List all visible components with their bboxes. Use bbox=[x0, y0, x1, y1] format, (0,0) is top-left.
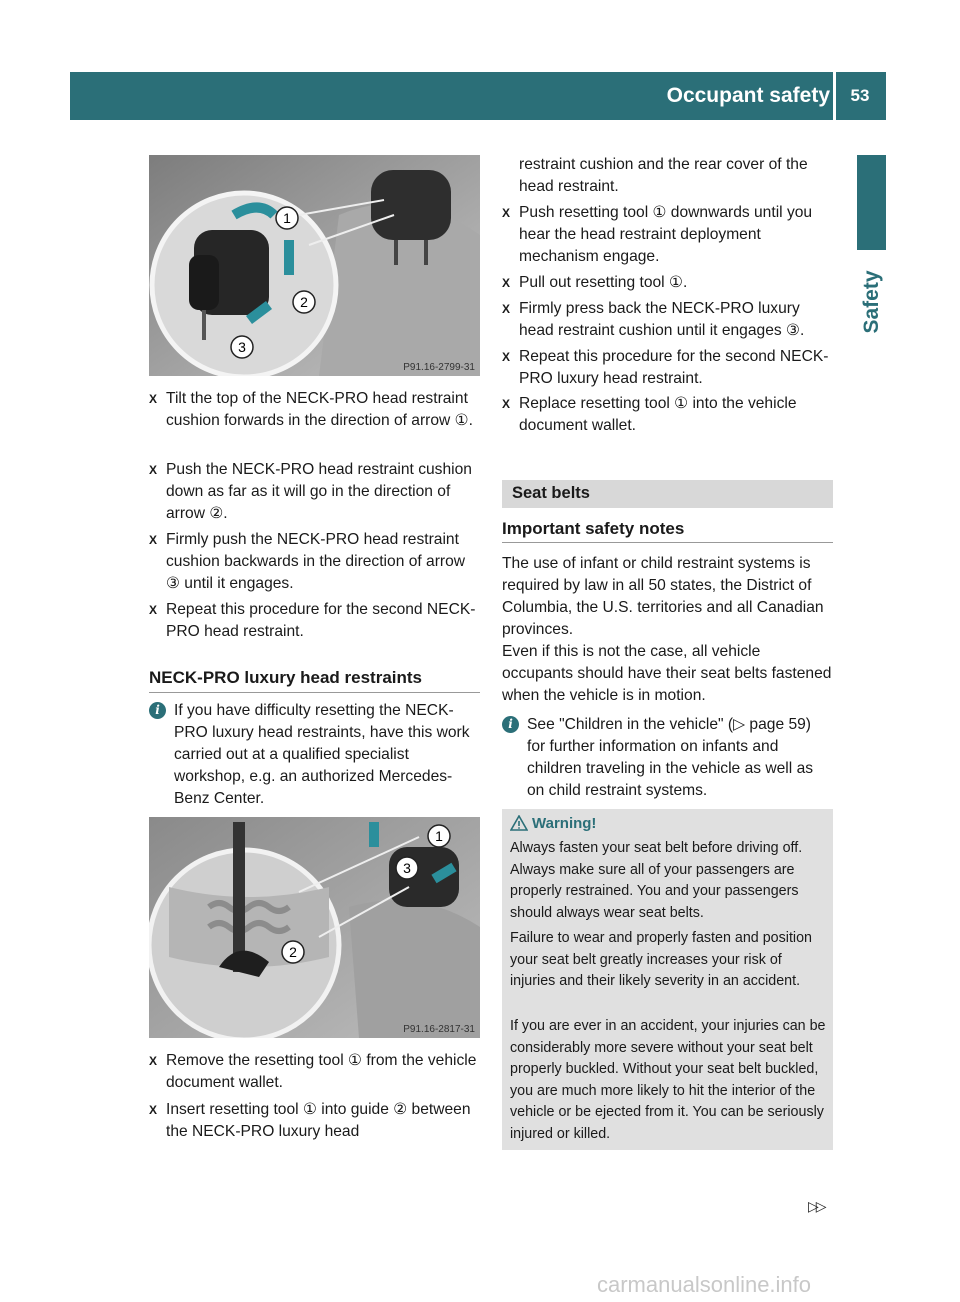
figure2-callout-3-label: 3 bbox=[403, 860, 411, 876]
figure1-callout-2-label: 2 bbox=[300, 294, 308, 310]
warning-box bbox=[502, 809, 833, 1150]
info-note: i See "Children in the vehicle" (▷ page 59) for further information on infants and children traveling in the vehicle as well as on child restraint systems. bbox=[502, 714, 833, 802]
figure1-callout-3-label: 3 bbox=[238, 339, 246, 355]
bullet-arrow-icon: X bbox=[149, 1103, 158, 1117]
heading-rule bbox=[502, 542, 833, 543]
figure1-ref: P91.16-2799-31 bbox=[403, 362, 475, 373]
figure2-callout-1-label: 1 bbox=[435, 828, 443, 844]
continuation-text: restraint cushion and the rear cover of the head restraint. bbox=[519, 156, 808, 195]
figure2-ref: P91.16-2817-31 bbox=[403, 1024, 475, 1035]
bullet-arrow-icon: X bbox=[502, 276, 511, 290]
bullet-arrow-icon: X bbox=[502, 350, 511, 364]
figure1-callout-1-label: 1 bbox=[283, 210, 291, 226]
header-divider bbox=[833, 72, 836, 120]
important-notes-heading: Important safety notes bbox=[502, 519, 685, 538]
section-header-seat-belts bbox=[502, 480, 833, 508]
luxury-heading: NECK-PRO luxury head restraints bbox=[149, 668, 423, 687]
list-item: X Repeat this procedure for the second NECK-PRO head restraint. bbox=[149, 601, 476, 640]
list-item: X Firmly push the NECK-PRO head restraint cushion backwards in the direction of arrow ③ until it engages. bbox=[149, 531, 466, 592]
bullet-arrow-icon: X bbox=[149, 463, 158, 477]
seatbelt-paragraph-2: Even if this is not the case, all vehicle occupants should have their seat belts fastened when the vehicle is in motion. bbox=[502, 643, 832, 704]
bullet-arrow-icon: X bbox=[149, 533, 158, 547]
side-tab-label: Safety bbox=[860, 270, 883, 334]
warning-triangle-icon bbox=[510, 815, 528, 831]
page-number: 53 bbox=[850, 86, 870, 105]
side-tab bbox=[858, 262, 886, 342]
continued-marker: ▷▷ bbox=[808, 1198, 824, 1214]
warning-paragraph-1: Always fasten your seat belt before driving off. Always make sure all of your passengers are properly restrained. You and your passengers should always wear seat belts. bbox=[510, 840, 803, 921]
bullet-arrow-icon: X bbox=[149, 603, 158, 617]
figure-head-restraint bbox=[149, 155, 480, 376]
list-item: X Tilt the top of the NECK-PRO head restraint cushion forwards in the direction of arrow ①. bbox=[149, 390, 473, 429]
figure-head-restraint-illustration bbox=[149, 155, 480, 376]
warning-paragraph-3: If you are ever in an accident, your injuries can be considerably more severe without your seat belt properly buckled. Without your seat belt buckled, you are much more likely to hit the interior of the vehicle or be ejected from it. You can be seriously injured or killed. bbox=[510, 1018, 826, 1142]
list-item: X Repeat this procedure for the second NECK-PRO luxury head restraint. bbox=[502, 348, 829, 387]
bullet-arrow-icon: X bbox=[149, 1054, 158, 1068]
bullet-arrow-icon: X bbox=[502, 302, 511, 316]
list-item: X Push resetting tool ① downwards until you hear the head restraint deployment mechanism engage. bbox=[502, 204, 813, 265]
list-item: X Firmly press back the NECK-PRO luxury head restraint cushion until it engages ③. bbox=[502, 300, 805, 339]
warning-paragraph-2: Failure to wear and properly fasten and position your seat belt greatly increases your risk of injuries and their likely severity in an accident. bbox=[510, 930, 813, 989]
list-item: X Replace resetting tool ① into the vehicle document wallet. bbox=[502, 395, 797, 434]
figure-resetting-tool-illustration bbox=[149, 817, 480, 1038]
list-item: X Push the NECK-PRO head restraint cushion down as far as it will go in the direction of arrow ②. bbox=[149, 461, 472, 522]
list-item: X Pull out resetting tool ①. bbox=[502, 272, 834, 294]
side-tab-marker bbox=[857, 155, 886, 250]
watermark: carmanualsonline.info bbox=[597, 1272, 812, 1297]
list-item: X Insert resetting tool ① into guide ② between the NECK-PRO luxury head bbox=[149, 1101, 471, 1140]
bullet-arrow-icon: X bbox=[149, 392, 158, 406]
warning-title: Warning! bbox=[532, 815, 597, 832]
info-icon: i bbox=[502, 716, 519, 733]
bullet-arrow-icon: X bbox=[502, 206, 511, 220]
info-icon: i bbox=[149, 702, 166, 719]
figure2-callout-2-label: 2 bbox=[289, 944, 297, 960]
figure-resetting-tool bbox=[149, 817, 480, 1038]
page-title: Occupant safety bbox=[666, 84, 830, 107]
list-item: X Remove the resetting tool ① from the vehicle document wallet. bbox=[149, 1052, 477, 1091]
seatbelt-paragraph-1: The use of infant or child restraint systems is required by law in all 50 states, the District of Columbia, the U.S. territories and all Canadian provinces. bbox=[502, 555, 824, 638]
info-note: i If you have difficulty resetting the NECK-PRO luxury head restraints, have this work carried out at a qualified specialist workshop, e.g. an authorized Mercedes-Benz Center. bbox=[149, 700, 480, 810]
bullet-arrow-icon: X bbox=[502, 397, 511, 411]
heading-rule bbox=[149, 692, 480, 693]
section-title: Seat belts bbox=[512, 484, 590, 502]
